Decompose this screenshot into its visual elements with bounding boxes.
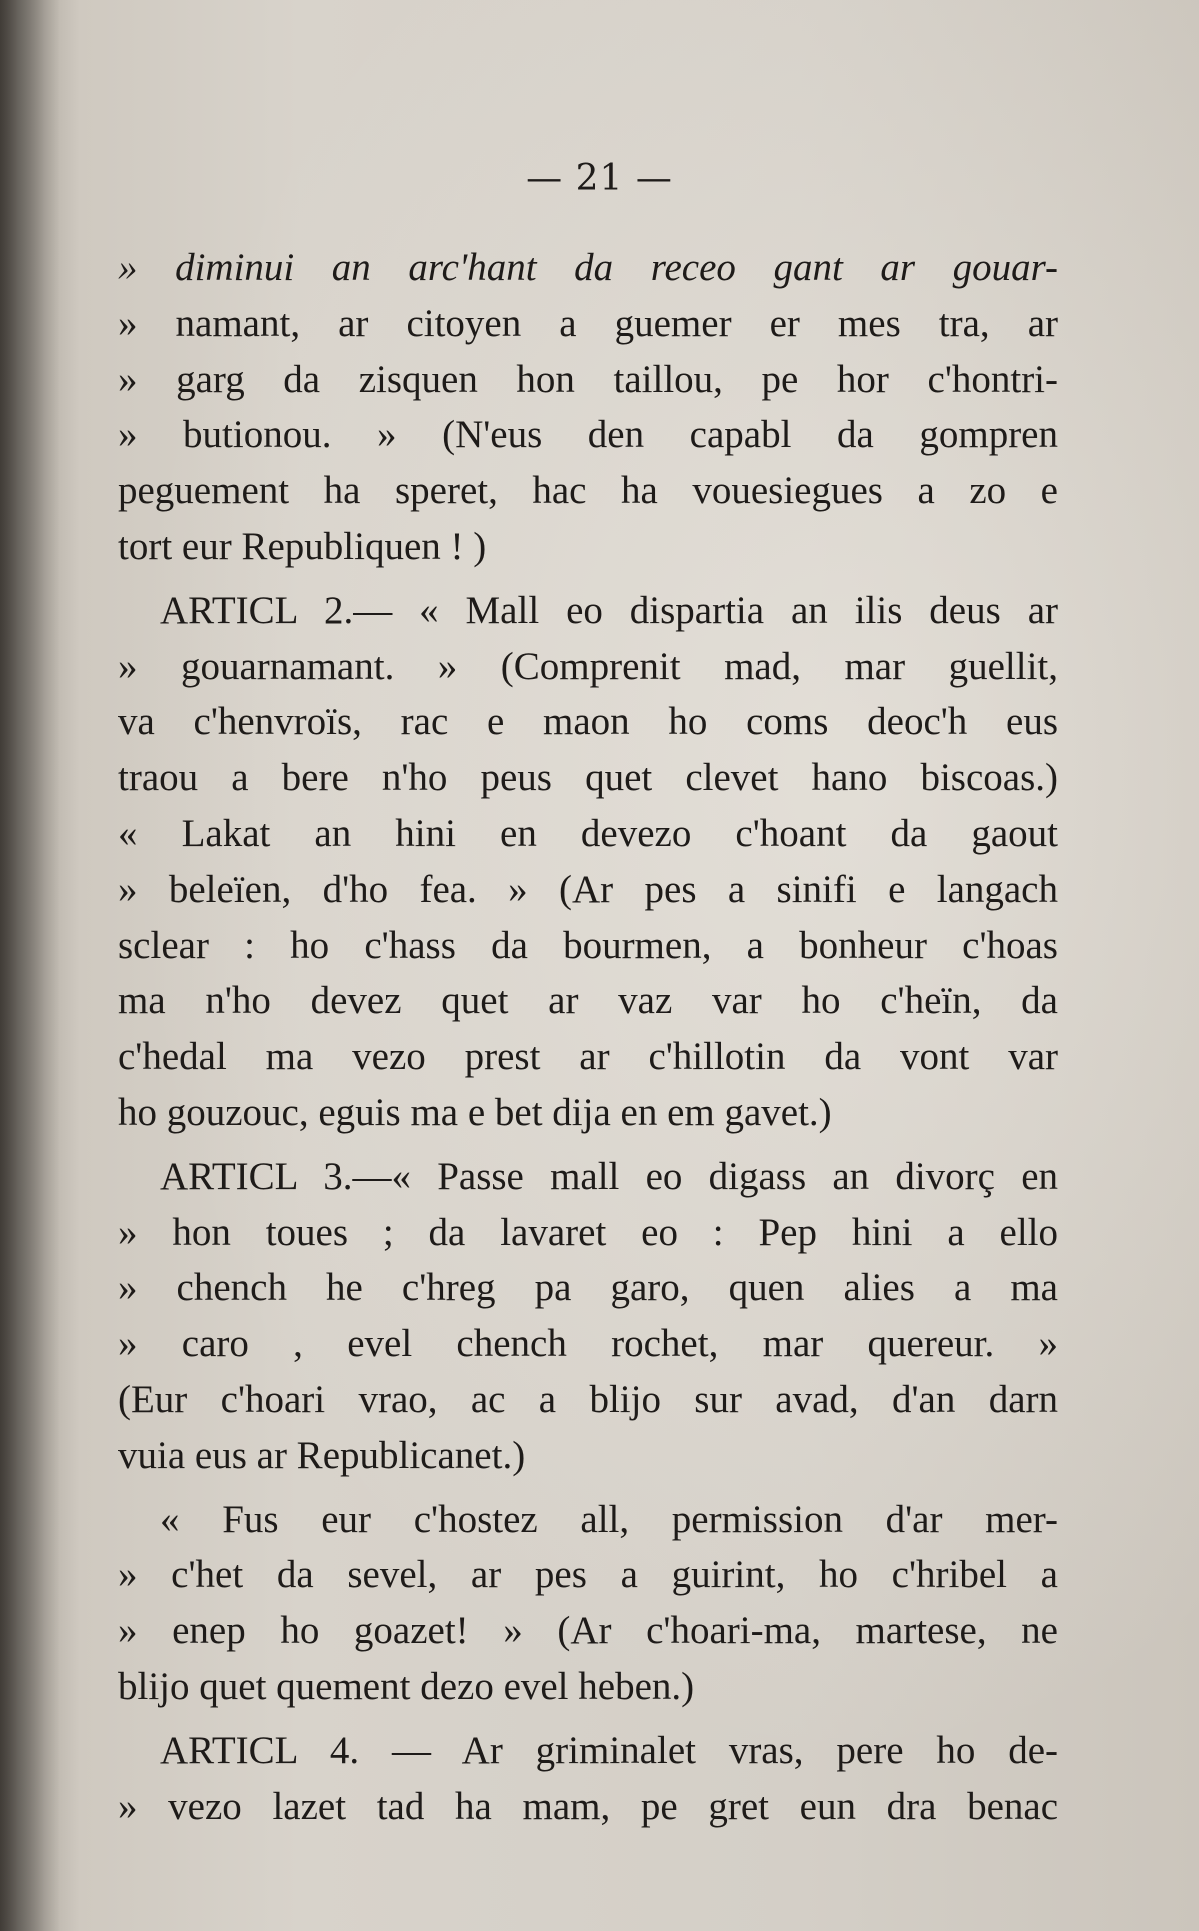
text-line: » caro , evel chench rochet, mar quereur. »	[118, 1322, 1058, 1366]
text-line: » namant, ar citoyen a guemer er mes tra, ar	[118, 301, 1058, 345]
text-line: » vezo lazet tad ha mam, pe gret eun dra benac	[118, 1784, 1058, 1828]
article-heading-line: ARTICL 2.— « Mall eo dispartia an ilis deus ar	[160, 588, 1058, 632]
text-line: c'hedal ma vezo prest ar c'hillotin da vont var	[118, 1035, 1058, 1079]
text-line: tort eur Republiquen ! )	[118, 524, 487, 568]
body-text	[118, 240, 1058, 1834]
text-line: » butionou. » (N'eus den capabl da gompren	[118, 413, 1058, 457]
text-line: » enep ho goazet! » (Ar c'hoari-ma, martese, ne	[118, 1609, 1058, 1653]
page-number: — 21 —	[526, 158, 673, 199]
text-line: traou a bere n'ho peus quet clevet hano biscoas.)	[118, 756, 1058, 800]
article-heading-line: ARTICL 4. — Ar griminalet vras, pere ho de-	[160, 1728, 1058, 1772]
text-line: « Lakat an hini en devezo c'hoant da gaout	[118, 811, 1058, 855]
text-line: » gouarnamant. » (Comprenit mad, mar guellit,	[118, 644, 1058, 688]
text-line: » c'het da sevel, ar pes a guirint, ho c'hribel a	[118, 1553, 1058, 1597]
text-line: « Fus eur c'hostez all, permission d'ar mer-	[160, 1497, 1058, 1541]
text-line: » diminui an arc'hant da receo gant ar gouar-	[118, 246, 1058, 289]
text-line: peguement ha speret, hac ha vouesiegues a zo e	[118, 469, 1058, 513]
text-line: » hon toues ; da lavaret eo : Pep hini a ello	[118, 1210, 1058, 1254]
text-line: » chench he c'hreg pa garo, quen alies a ma	[118, 1266, 1058, 1310]
text-line: (Eur c'hoari vrao, ac a blijo sur avad, d'an darn	[118, 1377, 1058, 1421]
text-line: va c'henvroïs, rac e maon ho coms deoc'h eus	[118, 700, 1058, 744]
text-line: ho gouzouc, eguis ma e bet dija en em gavet.)	[118, 1090, 832, 1134]
text-line: ma n'ho devez quet ar vaz var ho c'heïn, da	[118, 979, 1058, 1023]
article-heading-line: ARTICL 3.—« Passe mall eo digass an divorç en	[160, 1154, 1058, 1198]
text-line: » beleïen, d'ho fea. » (Ar pes a sinifi e langach	[118, 867, 1058, 911]
text-line: vuia eus ar Republicanet.)	[118, 1433, 526, 1477]
binding-shadow	[0, 0, 60, 1931]
text-line: » garg da zisquen hon taillou, pe hor c'hontri-	[118, 357, 1058, 401]
text-line: blijo quet quement dezo evel heben.)	[118, 1664, 695, 1708]
text-line: sclear : ho c'hass da bourmen, a bonheur c'hoas	[118, 923, 1058, 967]
